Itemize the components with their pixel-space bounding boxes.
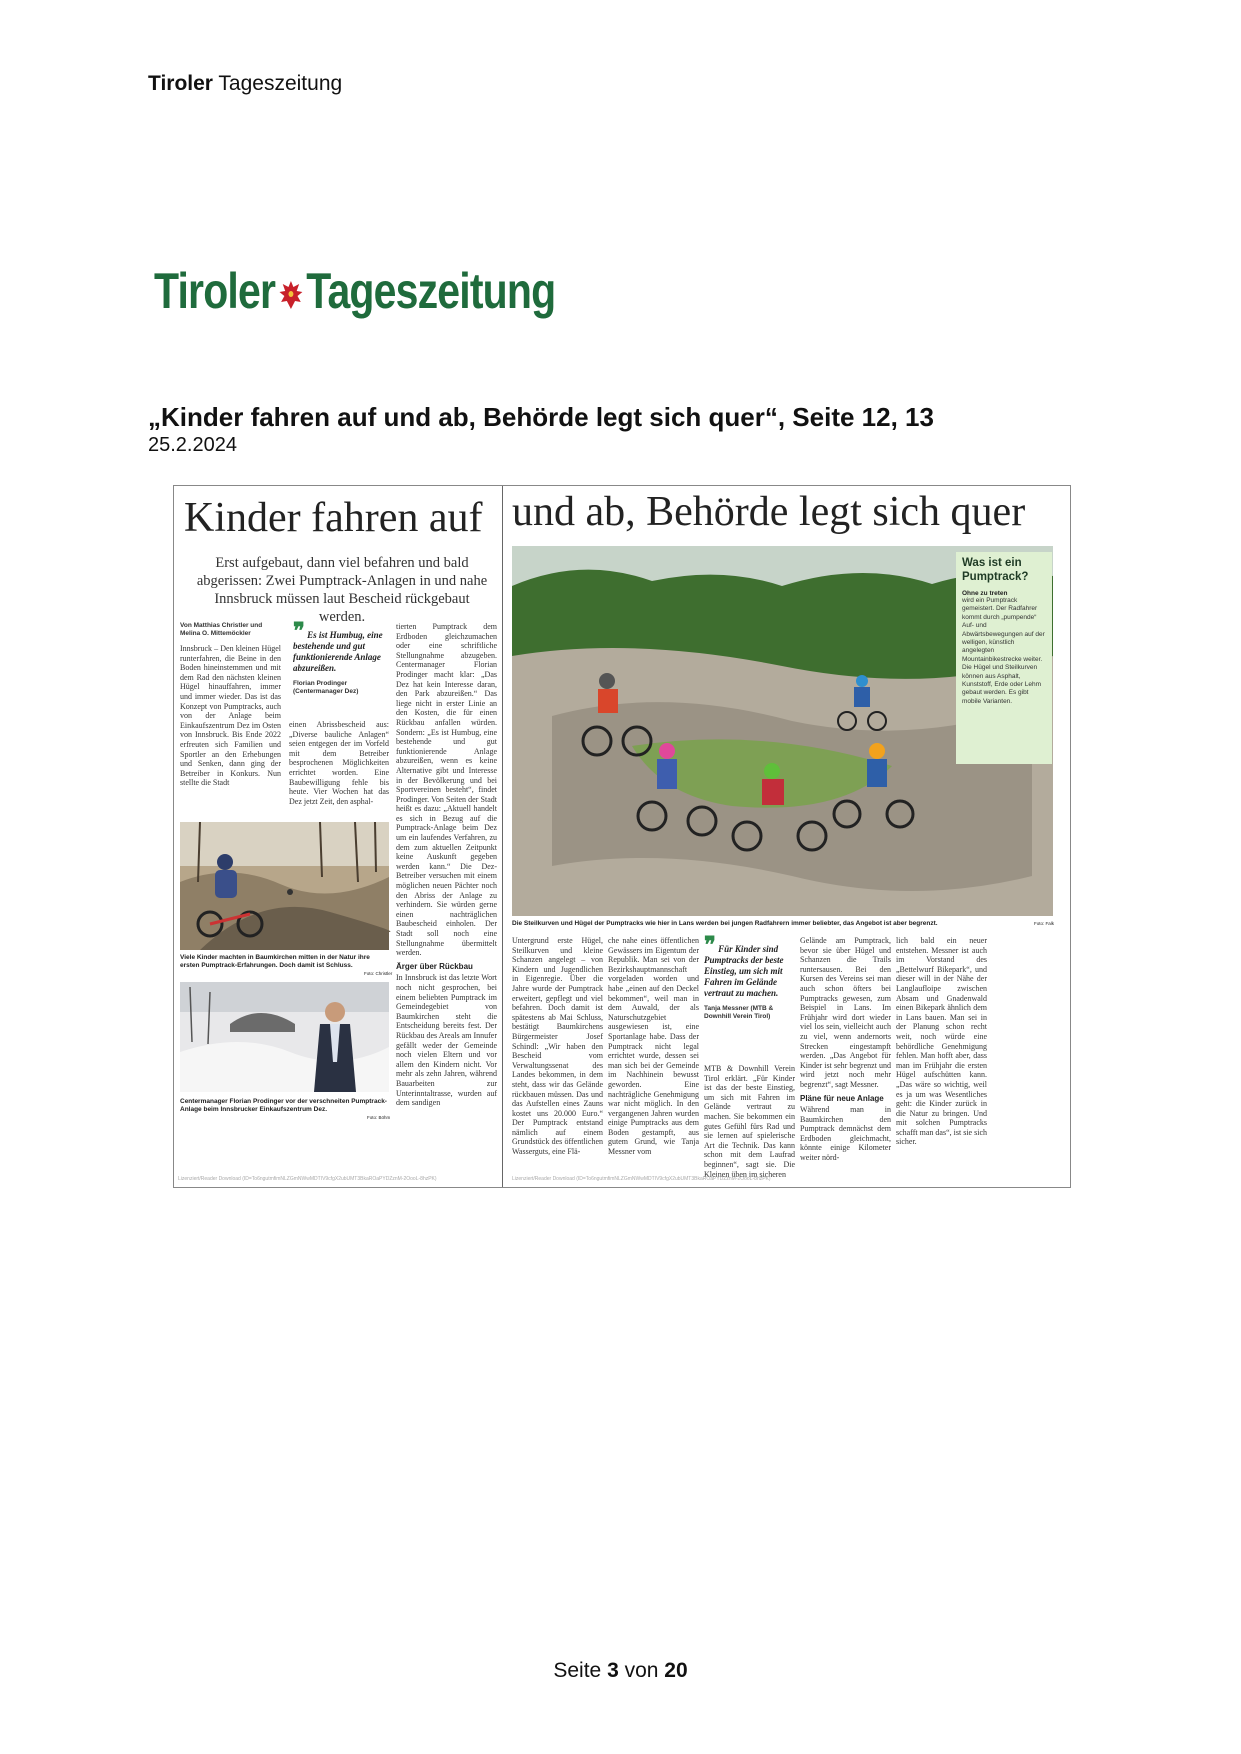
newspaper-logo xyxy=(154,262,555,320)
article-title: „Kinder fahren auf und ab, Behörde legt sich quer“, Seite 12, 13 xyxy=(148,402,934,432)
quote-mark-icon: ❞ xyxy=(704,932,716,957)
text-column-2: einen Abrissbescheid aus: „Diverse bauliche Anlagen“ seien entgegen der im Vorfeld mit dem Betreiber besprochenen Möglichkeiten errichtet worden. Eine Baubewilligung fehle bis heute. Vier Wochen hat das Dez jetzt Zeit, den asphal- xyxy=(289,720,389,806)
caption-main-photo: Die Steilkurven und Hügel der Pumptracks wie hier in Lans werden bei jungen Radfahrern immer beliebter, das Angebot ist aber begrenzt. xyxy=(512,920,938,927)
text-column-8: lich bald ein neuer entstehen. Messner ist auch im Vorstand des „Bettelwurf Bikepark“, und dieser will in der Nähe der Langlaufloipe zwischen Absam und Gnadenwald einen Bikepark ähnlich dem in Lans bauen. Man sei in der Planung schon recht weit, noch würde eine behördliche Genehmigung fehlen. Man hofft aber, dass man im Frühjahr die ersten Hügel aufschütten kann. „Das wäre so wichtig, weil es ja um was Wesentliches geht: die Kinder zurück in die Natur zu bringen. Und mit solchen Pumptracks schafft man das“, ist sie sich sicher. xyxy=(896,936,987,1147)
column-3-body: tierten Pumptrack dem Erdboden gleichzumachen oder eine schriftliche Stellungnahme abzugeben. Centermanager Florian Prodinger macht klar: „Das Dez hat kein Interesse daran, den Park abzureißen.“ Das liege nicht in erster Linie an den Kosten, die für einen Rückbau anfallen würden. Sondern: „Es ist Humbug, eine bestehende und gut funktionierende Anlage abzureißen, wenn es keine Alternative gibt und Interesse in der Bevölkerung und bei Sportvereinen besteht“, findet Prodinger. Von Seiten der Stadt heißt es dazu: „Aktuell handelt es sich in Bezug auf die Pumptrack-Anlage beim Dez um ein laufendes Verfahren, zu dem zum aktuellen Zeitpunkt keine Auskunft gegeben werden kann.“ Die Dez-Betreiber versuchen mit einem möglichen neuen Pächter noch den Abriss der Anlage zu verhindern. Sie würden gerne einen nachträglichen Baubescheid einholen. Der Stadt soll noch eine Stellungnahme übermittelt werden. xyxy=(396,622,497,958)
sidebar-title: Was ist ein Pumptrack? xyxy=(962,557,1029,583)
text-column-3 xyxy=(396,622,497,1108)
license-watermark-left: Lizenziert/Reader Download (ID=To6ngutmfimNLZGmNWwMDTIV9cfgX2ubUMT3BkaROaPYDZznM-2OooL-8hzPK) xyxy=(178,1176,437,1182)
sidebar-lead: Ohne zu treten xyxy=(962,590,1008,597)
footer-prefix: Seite xyxy=(553,1659,608,1682)
photo-kids-baumkirchen xyxy=(180,822,389,950)
logo-text-right: Tageszeitung xyxy=(306,263,556,319)
caption-prodinger-credit: Foto: Böhm xyxy=(367,1115,391,1120)
header-brand-regular: Tageszeitung xyxy=(212,72,343,95)
column-7b-body: Während man in Baumkirchen den Pumptrack demnächst dem Erdboden gleichmacht, könnte einige Kilometer weiter nörd- xyxy=(800,1105,891,1163)
document-header xyxy=(148,72,342,96)
caption-main-credit: Foto: Falk xyxy=(1034,921,1055,926)
caption-baumkirchen-credit: Foto: Christler xyxy=(364,971,393,976)
logo-text-left: Tiroler xyxy=(154,263,276,319)
caption-prodinger: Centermanager Florian Prodinger vor der verschneiten Pumptrack-Anlage beim Innsbrucker Einkaufszentrum Dez. xyxy=(180,1098,387,1113)
quote-messner-text: Für Kinder sind Pumptracks der beste Einstieg, um sich mit Fahren im Gelände vertraut zu machen. xyxy=(704,944,784,998)
text-column-1 xyxy=(180,622,281,814)
article-date: 25.2.2024 xyxy=(148,434,237,456)
sidebar-text: wird ein Pumptrack gemeistert. Der Radfahrer kommt durch „pumpende“ Auf- und Abwärtsbewegungen auf der welligen, künstlich angelegten Mountainbikestrecke weiter. Die Hügel und Steilkurven können aus Asphalt, Kunststoff, Erde oder Lehm gebaut werden. Es gibt mobile Varianten. xyxy=(962,597,1045,705)
column-1-body: Innsbruck – Den kleinen Hügel runterfahren, die Beine in den Boden hineinstemmen und mit dem Rad den nächsten kleinen Hügel hinauffahren, immer und immer wieder. Das ist das Konzept von Pumptracks, auch von der Anlage beim Einkaufszentrum Dez im Osten von Innsbruck. Bis Ende 2022 erfreuten sich Familien und Sportler an den Erhebungen und Senken, dann ging der Betreiber in Konkurs. Nun stellte die Stadt xyxy=(180,644,281,788)
pull-quote-messner xyxy=(704,932,795,1021)
text-column-4: Untergrund erste Hügel, Steilkurven und kleine Schanzen angelegt – von Kindern und Jugendlichen in Eigenregie. Über die Jahre wurde der Pumptrack erweitert, gepflegt und viel befahren. Doch damit ist spätestens ab Mai Schluss, bestätigt Baumkirchens Bürgermeister Josef Schindl: „Wir haben den Bescheid vom Verwaltungssenat des Landes bekommen, in dem steht, dass wir das Gelände rückbauen müssen. Das und das Aufstellen eines Zauns kostet uns 20.000 Euro.“ Der Pumptrack entstand nämlich auf einem Grundstück des öffentlichen Wasserguts, eine Flä- xyxy=(512,936,603,1157)
clipping-divider xyxy=(502,486,503,1187)
subhead-plaene: Pläne für neue Anlage xyxy=(800,1093,884,1103)
page-footer xyxy=(0,1659,1241,1683)
article-deck: Erst aufgebaut, dann viel befahren und bald abgerissen: Zwei Pumptrack-Anlagen in und nahe Innsbruck müssen laut Bescheid rückgebaut werden. xyxy=(196,555,488,625)
column-3b-body: In Innsbruck ist das letzte Wort noch nicht gesprochen, bei einem beliebten Pumptrack im Gemeindegebiet von Baumkirchen steht die Entscheidung bereits fest. Der Rückbau des Areals am Innufer gefällt weder der Gemeinde noch vielen Eltern und vor allem den Kindern nicht. Vor mehr als zehn Jahren, während Bauarbeiten zur Unterinntaltrasse, wurden auf dem sandigen xyxy=(396,973,497,1108)
text-column-6: MTB & Downhill Verein Tirol erklärt. „Für Kinder ist das der beste Einstieg, um sich mit Fahren im Gelände vertraut zu machen. Sie bekommen ein gutes Gefühl fürs Rad und sie lernen auf spielerische Art die Technik. Das kann schon mit dem Laufrad beginnen“, sagt sie. Die Kleinen üben im sicheren xyxy=(704,1064,795,1179)
text-column-5: che nahe eines öffentlichen Gewässers im Eigentum der Republik. Man sei von der Bezirkshauptmannschaft vorgeladen worden und habe „einen auf den Deckel bekommen“, weil man in dem Auwald, der als Naturschutzgebiet ausgewiesen ist, eine Sportanlage habe. Dass der Pumptrack nicht legal errichtet wurde, dessen sei man sich bei der Gemeinde im Nachhinein bewusst geworden. Eine nachträgliche Genehmigung war nicht möglich. In den vergangenen Jahren wurden einige Pumptracks aus dem Boden gestampft, aus gutem Grund, wie Tanja Messner vom xyxy=(608,936,699,1157)
newspaper-clipping xyxy=(173,485,1071,1188)
quote-prodinger-text: Es ist Humbug, eine bestehende und gut funktionierende Anlage abzureißen. xyxy=(293,630,383,673)
text-column-7 xyxy=(800,936,891,1166)
photo-prodinger-snow xyxy=(180,982,389,1092)
subhead-aerger: Ärger über Rückbau xyxy=(396,961,473,971)
caption-baumkirchen: Viele Kinder machten in Baumkirchen mitten in der Natur ihre ersten Pumptrack-Erfahrungen. Doch damit ist Schluss. xyxy=(180,954,370,969)
headline-right: und ab, Behörde legt sich quer xyxy=(512,489,1026,535)
pull-quote-prodinger xyxy=(293,618,388,696)
quote-prodinger-name: Florian Prodinger (Centermanager Dez) xyxy=(293,680,359,695)
header-brand-bold: Tiroler xyxy=(148,72,213,95)
byline: Von Matthias Christler und Melina O. Mittemöckler xyxy=(180,622,263,637)
footer-middle: von xyxy=(618,1659,665,1682)
eagle-icon xyxy=(277,278,305,312)
quote-mark-icon: ❞ xyxy=(293,618,305,643)
sidebar-was-ist-pumptrack xyxy=(956,552,1052,764)
headline-left: Kinder fahren auf xyxy=(184,495,483,541)
license-watermark-right: Lizenziert/Reader Download (ID=To6ngutmfimNLZGmNWwMDTIV9cfgX2ubUMT3BkaROaPYDZznM-2OooL-8hzPK) xyxy=(512,1176,771,1182)
footer-page-total: 20 xyxy=(664,1659,688,1682)
column-7-body: Gelände am Pumptrack, bevor sie über Hügel und Schanzen die Trails runtersausen. Bei den Kursen des Vereins sei man auch schon öfters bei Pumptracks gewesen, zum Beispiel in Lans. Im Frühjahr wird dort wieder viel los sein, vielleicht auch zu viel, wenn andernorts Strecken eingestampft werden. „Das Angebot für Kinder ist sehr begrenzt und wird jetzt noch mehr begrenzt“, sagt Messner. xyxy=(800,936,891,1089)
quote-messner-name: Tanja Messner (MTB & Downhill Verein Tirol) xyxy=(704,1005,774,1020)
footer-page-number: 3 xyxy=(607,1659,619,1682)
